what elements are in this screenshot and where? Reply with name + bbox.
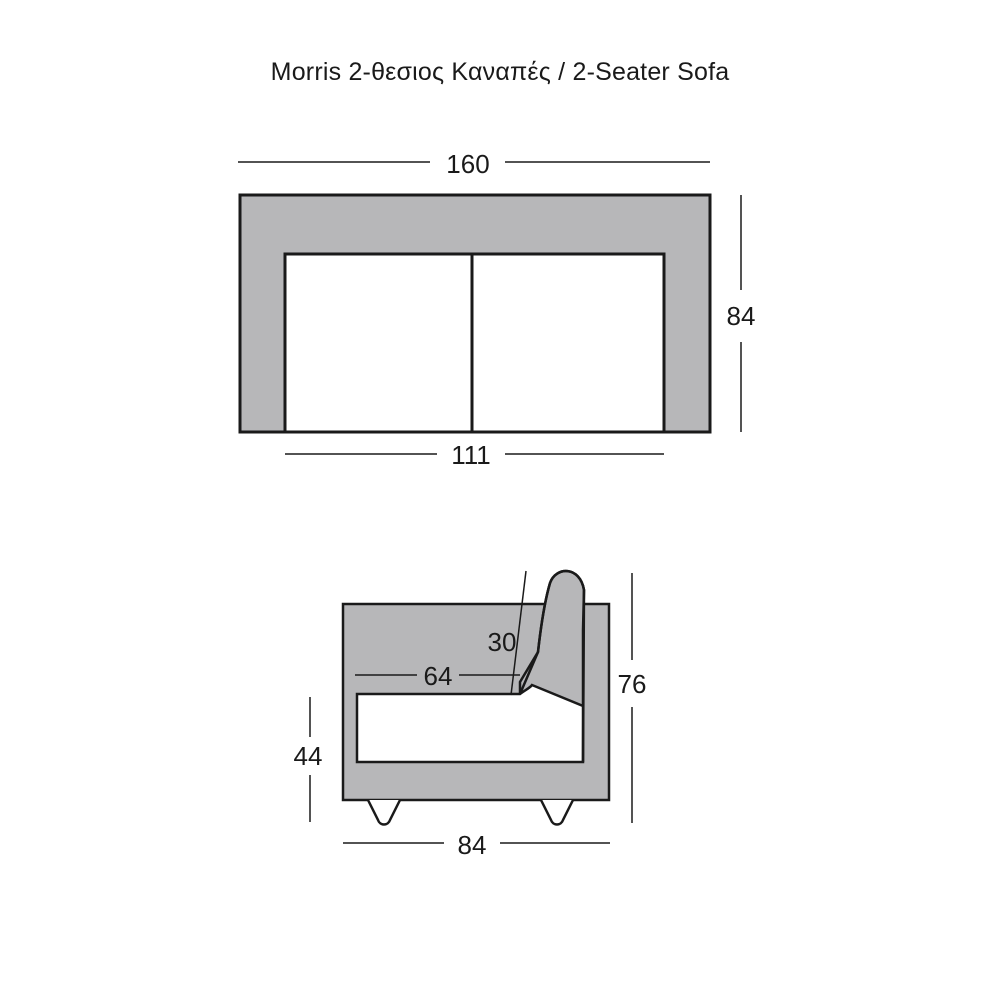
dim-label-seat-width: 111 bbox=[451, 440, 491, 470]
side-view-seat bbox=[357, 685, 583, 762]
dim-label-seat-depth: 64 bbox=[423, 661, 453, 691]
dim-label-total-depth: 84 bbox=[726, 301, 756, 331]
dim-label-total-width: 160 bbox=[446, 149, 490, 179]
page-title: Morris 2-θεσιος Καναπές / 2-Seater Sofa bbox=[270, 58, 730, 86]
dim-label-back-thickness: 30 bbox=[487, 627, 517, 657]
side-view bbox=[294, 571, 647, 860]
top-view bbox=[238, 149, 755, 470]
top-view-seat-area bbox=[285, 254, 664, 432]
dim-label-seat-height: 44 bbox=[293, 741, 323, 771]
dim-label-side-depth: 84 bbox=[457, 830, 487, 860]
dim-label-total-height: 76 bbox=[617, 669, 647, 699]
side-view-leg-back bbox=[541, 800, 573, 825]
side-view-leg-front bbox=[368, 800, 400, 825]
